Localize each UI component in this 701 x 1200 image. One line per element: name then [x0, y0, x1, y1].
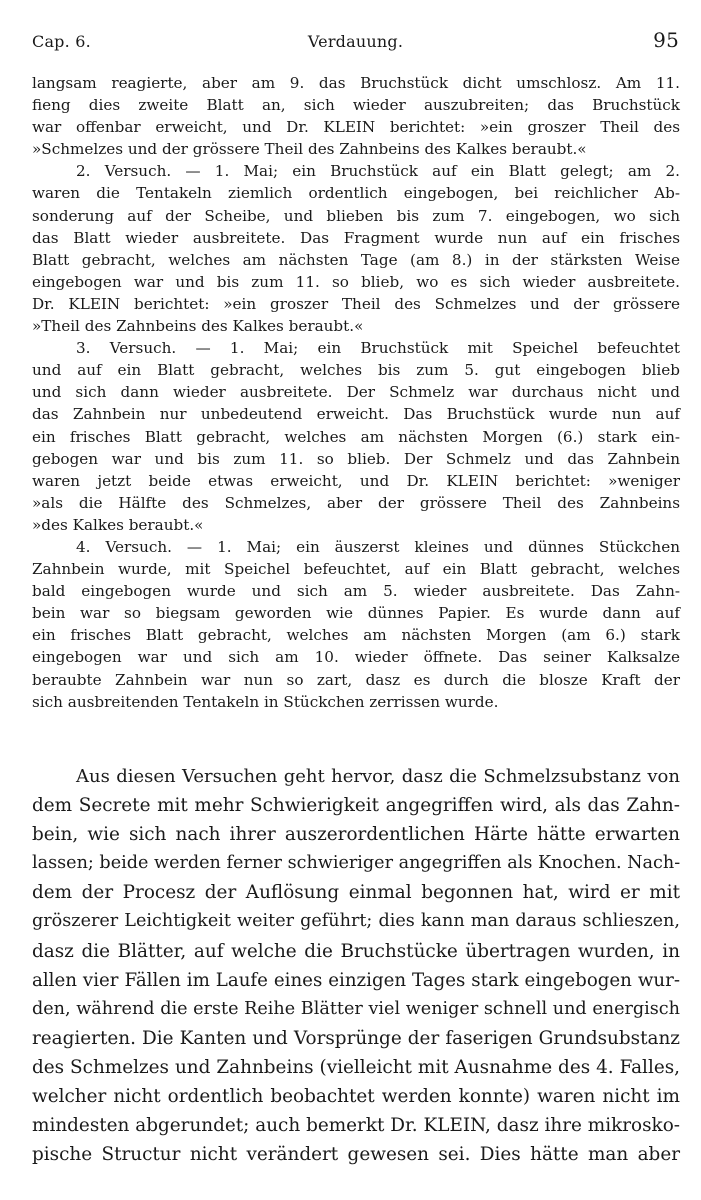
text-line: pische Structur nicht verändert gewesen sei. Dies hätte man aber: [32, 1144, 680, 1166]
text-line: sich ausbreitenden Tentakeln in Stückchen zerrissen wurde.: [32, 692, 499, 711]
text-line: »Theil des Zahnbeins des Kalkes beraubt.«: [32, 317, 364, 336]
text-line: waren die Tentakeln ziemlich ordentlich eingebogen, bei reichlicher Ab-: [32, 184, 680, 203]
text-line: reagierten. Die Kanten und Vorsprünge der faserigen Grundsubstanz: [32, 1027, 680, 1049]
text-line: »Schmelzes und der grössere Theil des Zahnbeins des Kalkes beraubt.«: [32, 140, 587, 159]
text-line: Blatt gebracht, welches am nächsten Tage (am 8.) in der stärksten Weise: [32, 250, 680, 269]
text-line: Aus diesen Versuchen geht hervor, dasz die Schmelzsubstanz von: [76, 766, 680, 787]
text-line: den, während die erste Reihe Blätter viel weniger schnell und energisch: [32, 998, 680, 1019]
experiment-reports: [32, 72, 680, 713]
text-line: ein frisches Blatt gebracht, welches am nächsten Morgen (am 6.) stark: [32, 626, 680, 645]
text-line: welcher nicht ordentlich beobachtet werden konnte) waren nicht im: [32, 1086, 680, 1108]
text-line: dasz die Blätter, auf welche die Bruchstücke übertragen wurden, in: [32, 940, 680, 962]
text-line: dem Secrete mit mehr Schwierigkeit angegriffen wird, als das Zahn-: [32, 795, 680, 817]
text-line: lassen; beide werden ferner schwieriger angegriffen als Knochen. Nach-: [32, 853, 681, 874]
text-line: des Schmelzes und Zahnbeins (vielleicht mit Ausnahme des 4. Falles,: [32, 1056, 680, 1078]
text-line: bein, wie sich nach ihrer auszerordentlichen Härte hätte erwarten: [32, 824, 680, 846]
running-header: [32, 30, 679, 60]
text-line: »des Kalkes beraubt.«: [32, 515, 204, 534]
text-line: bald eingebogen wurde und sich am 5. wieder ausbreitete. Das Zahn-: [32, 582, 680, 601]
text-line: 2. Versuch. — 1. Mai; ein Bruchstück auf ein Blatt gelegt; am 2.: [76, 162, 680, 181]
text-line: »als die Hälfte des Schmelzes, aber der grössere Theil des Zahnbeins: [32, 493, 680, 512]
text-line: fieng dies zweite Blatt an, sich wieder auszubreiten; das Bruchstück: [32, 96, 680, 115]
text-line: Zahnbein wurde, mit Speichel befeuchtet, auf ein Blatt gebracht, welches: [32, 560, 680, 579]
text-line: 4. Versuch. — 1. Mai; ein äuszerst kleines und dünnes Stückchen: [76, 537, 680, 556]
text-line: ein frisches Blatt gebracht, welches am nächsten Morgen (6.) stark ein-: [32, 427, 680, 446]
text-line: gröszerer Leichtigkeit weiter geführt; dies kann man daraus schlieszen,: [32, 911, 680, 932]
text-line: Dr. KLEIN berichtet: »ein groszer Theil des Schmelzes und der grössere: [32, 294, 680, 313]
text-line: waren jetzt beide etwas erweicht, und Dr. KLEIN berichtet: »weniger: [32, 471, 680, 490]
text-line: war offenbar erweicht, und Dr. KLEIN berichtet: »ein groszer Theil des: [32, 118, 680, 137]
text-line: sonderung auf der Scheibe, und blieben bis zum 7. eingebogen, wo sich: [32, 206, 680, 225]
main-paragraph: [32, 762, 680, 1169]
text-line: eingebogen war und sich am 10. wieder öffnete. Das seiner Kalksalze: [32, 648, 680, 667]
text-line: bein war so biegsam geworden wie dünnes Papier. Es wurde dann auf: [32, 604, 680, 623]
text-line: gebogen war und bis zum 11. so blieb. Der Schmelz und das Zahnbein: [32, 449, 680, 468]
text-line: 3. Versuch. — 1. Mai; ein Bruchstück mit Speichel befeuchtet: [76, 339, 680, 358]
text-line: beraubte Zahnbein war nun so zart, dasz es durch die blosze Kraft der: [32, 670, 680, 689]
page-number: 95: [653, 28, 679, 52]
text-line: allen vier Fällen im Laufe eines einzigen Tages stark eingebogen wur-: [32, 969, 680, 991]
text-line: langsam reagierte, aber am 9. das Bruchstück dicht umschlosz. Am 11.: [32, 74, 680, 92]
text-line: das Blatt wieder ausbreitete. Das Fragment wurde nun auf ein frisches: [32, 228, 680, 247]
text-line: und auf ein Blatt gebracht, welches bis zum 5. gut eingebogen blieb: [32, 361, 680, 380]
text-line: eingebogen war und bis zum 11. so blieb, wo es sich wieder ausbreitete.: [32, 272, 680, 291]
running-title: Verdauung.: [307, 32, 404, 51]
text-line: und sich dann wieder ausbreitete. Der Schmelz war durchaus nicht und: [32, 383, 680, 402]
chapter-label: Cap. 6.: [32, 32, 91, 51]
text-line: mindesten abgerundet; auch bemerkt Dr. KLEIN, dasz ihre mikrosko-: [32, 1115, 680, 1137]
text-line: dem der Procesz der Auflösung einmal begonnen hat, wird er mit: [32, 882, 680, 904]
text-line: das Zahnbein nur unbedeutend erweicht. Das Bruchstück wurde nun auf: [32, 405, 680, 424]
